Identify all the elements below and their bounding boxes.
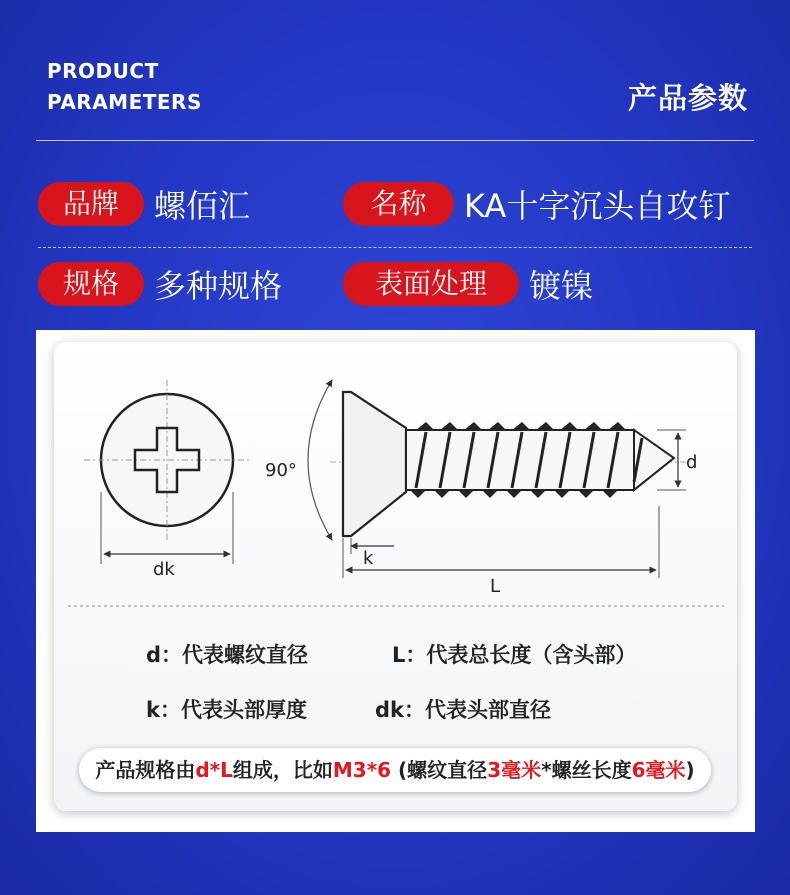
summary-part9: ) [685, 758, 695, 782]
header-title-en-line1: PRODUCT [47, 59, 159, 83]
name-value: KA十字沉头自攻钉 [464, 187, 731, 225]
L-dimension [346, 506, 659, 578]
surface-label-badge: 表面处理 [343, 262, 519, 306]
d-label: d [686, 452, 698, 473]
summary-length: 6毫米 [631, 758, 686, 782]
summary-part3: 组成，比如 [232, 758, 333, 782]
param-surface [343, 261, 593, 307]
diagram-card [54, 342, 737, 811]
param-spec [38, 261, 282, 307]
legend-L: L：代表总长度（含头部） [392, 643, 637, 667]
summary-example: M3*6 [332, 758, 392, 782]
legend-dk: dk：代表头部直径 [375, 698, 551, 722]
screw-side-view [330, 392, 694, 536]
params-divider [38, 247, 752, 248]
legend-k: k：代表头部厚度 [146, 698, 307, 722]
spec-label-badge: 规格 [38, 262, 144, 306]
summary-part5: (螺纹直径 [391, 758, 488, 782]
angle-arc [308, 380, 332, 540]
brand-label-badge: 品牌 [38, 182, 144, 226]
header-title-en [47, 56, 202, 118]
screw-diagram [54, 342, 737, 632]
legend-d: d：代表螺纹直径 [146, 643, 309, 667]
summary-diameter: 3毫米 [487, 758, 542, 782]
header-title-en-line2: PARAMETERS [47, 90, 202, 114]
header-divider [36, 140, 754, 141]
spec-value: 多种规格 [154, 267, 283, 305]
param-name [343, 181, 730, 227]
dk-label: dk [153, 559, 175, 580]
summary-part7: *螺丝长度 [541, 758, 632, 782]
param-brand [38, 181, 250, 227]
k-label: k [363, 548, 374, 569]
name-label-badge: 名称 [343, 182, 454, 226]
diagram-panel [36, 330, 755, 832]
brand-value: 螺佰汇 [154, 187, 251, 225]
screw-head-top-view [84, 380, 250, 540]
surface-value: 镀镍 [529, 267, 594, 305]
summary-formula: d*L [195, 758, 233, 782]
summary-part1: 产品规格由 [95, 758, 196, 782]
L-label: L [490, 576, 501, 597]
header-title-cn: 产品参数 [627, 81, 748, 115]
spec-summary [79, 748, 711, 792]
angle-label: 90° [265, 460, 297, 481]
